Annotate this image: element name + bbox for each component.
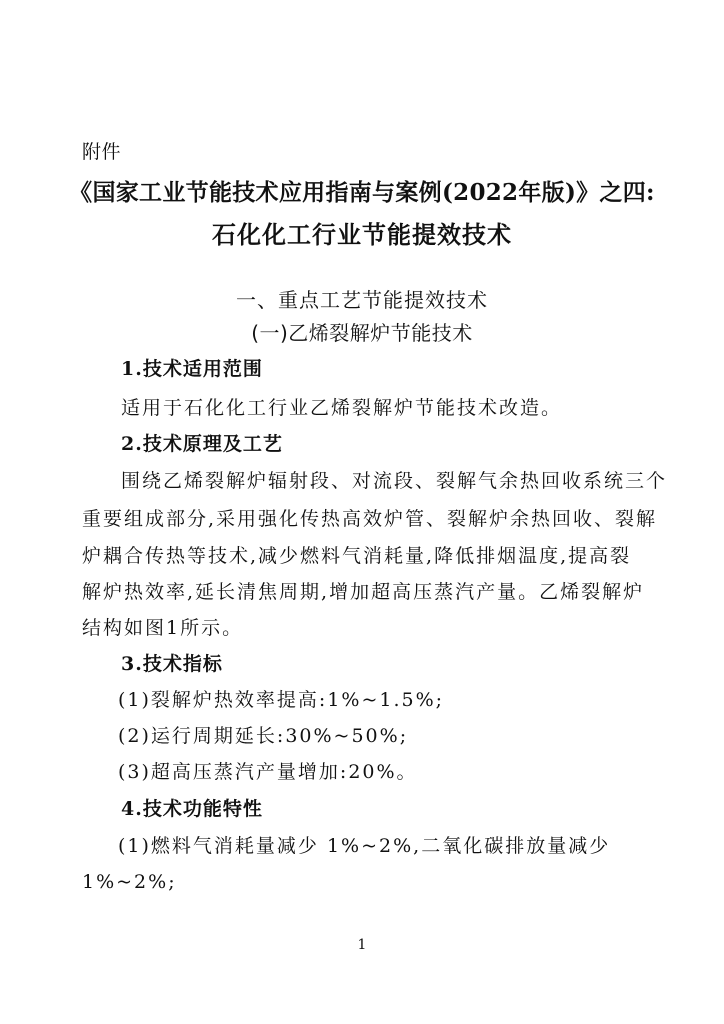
- heading-principle: 2.技术原理及工艺: [121, 433, 283, 455]
- principle-line-3: 炉耦合传热等技术,减少燃料气消耗量,降低排烟温度,提高裂: [82, 545, 632, 567]
- indicator-1: (1)裂解炉热效率提高:1%~1.5%;: [118, 689, 445, 711]
- document-title-line-1: 《国家工业节能技术应用指南与案例(2022年版)》之四:: [69, 179, 655, 206]
- heading-features: 4.技术功能特性: [121, 798, 263, 820]
- scope-text: 适用于石化化工行业乙烯裂解炉节能技术改造。: [121, 397, 563, 419]
- principle-line-1: 围绕乙烯裂解炉辐射段、对流段、裂解气余热回收系统三个: [121, 470, 668, 492]
- principle-line-4: 解炉热效率,延长清焦周期,增加超高压蒸汽产量。乙烯裂解炉: [82, 581, 645, 603]
- page-number: 1: [357, 937, 367, 953]
- heading-indicators: 3.技术指标: [121, 653, 223, 675]
- feature-line-2: 1%~2%;: [82, 871, 177, 893]
- principle-line-5: 结构如图1所示。: [82, 617, 244, 639]
- indicator-2: (2)运行周期延长:30%~50%;: [118, 725, 409, 747]
- heading-scope: 1.技术适用范围: [121, 358, 263, 380]
- indicator-3: (3)超高压蒸汽产量增加:20%。: [118, 761, 418, 783]
- attachment-label: 附件: [82, 141, 122, 163]
- feature-line-1: (1)燃料气消耗量减少 1%~2%,二氧化碳排放量减少: [118, 835, 611, 857]
- section-title: 一、重点工艺节能提效技术: [236, 288, 488, 312]
- principle-line-2: 重要组成部分,采用强化传热高效炉管、裂解炉余热回收、裂解: [82, 508, 658, 530]
- document-title-line-2: 石化化工行业节能提效技术: [212, 220, 512, 249]
- subsection-title: (一)乙烯裂解炉节能技术: [251, 321, 473, 345]
